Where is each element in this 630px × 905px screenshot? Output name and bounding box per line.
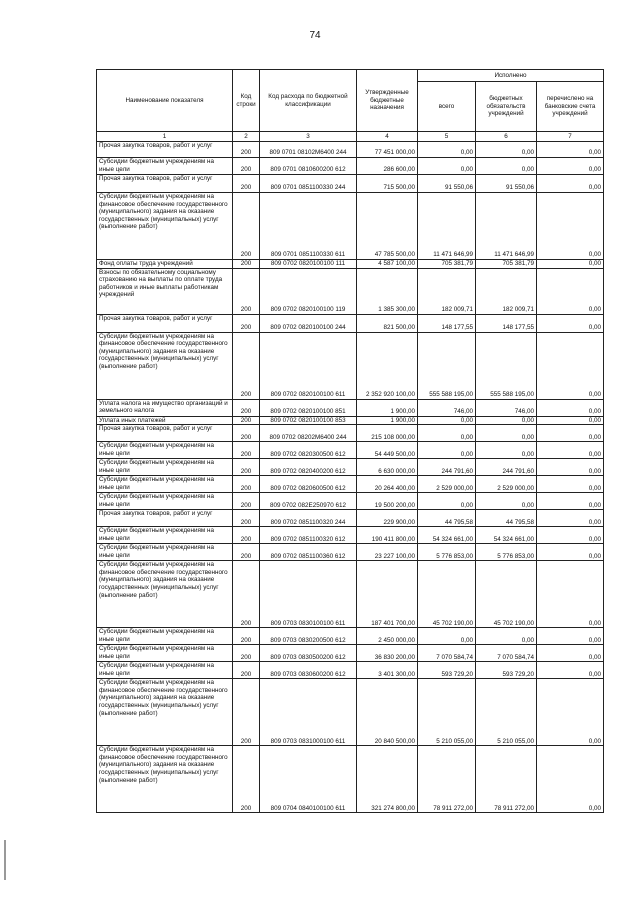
row-budget-code: 809 0702 0820100100 111 xyxy=(260,260,357,269)
table-row xyxy=(97,459,604,476)
row-approved: 286 600,00 xyxy=(357,158,418,175)
row-obligations: 0,00 xyxy=(476,158,537,175)
row-name: Субсидии бюджетным учреждениям на иные цели xyxy=(97,476,233,493)
column-numbers-row xyxy=(97,132,604,142)
row-name: Прочая закупка товаров, работ и услуг xyxy=(97,425,233,442)
row-obligations: 5 210 055,00 xyxy=(476,679,537,746)
header-total: всего xyxy=(418,82,476,132)
row-transferred: 0,00 xyxy=(537,268,604,314)
row-approved: 715 500,00 xyxy=(357,175,418,193)
column-number: 3 xyxy=(260,132,357,142)
row-transferred: 0,00 xyxy=(537,314,604,332)
row-budget-code: 809 0702 0820100100 853 xyxy=(260,416,357,425)
row-budget-code: 809 0702 0820400200 612 xyxy=(260,459,357,476)
table-row xyxy=(97,493,604,510)
row-name: Субсидии бюджетным учреждениям на финансовое обеспечение государственного (муниципального) задания на оказание государственных (муниципальных) услуг (выполнение работ) xyxy=(97,746,233,813)
row-code: 200 xyxy=(233,193,260,260)
row-total: 244 791,60 xyxy=(418,459,476,476)
table-row xyxy=(97,193,604,260)
row-budget-code: 809 0701 08102M6400 244 xyxy=(260,142,357,158)
row-total: 148 177,55 xyxy=(418,314,476,332)
row-name: Прочая закупка товаров, работ и услуг xyxy=(97,314,233,332)
row-name: Взносы по обязательному социальному страхованию на выплаты по оплате труда работников и иные выплаты работникам учреждений xyxy=(97,268,233,314)
row-transferred: 0,00 xyxy=(537,425,604,442)
row-approved: 821 500,00 xyxy=(357,314,418,332)
row-transferred: 0,00 xyxy=(537,746,604,813)
row-budget-code: 809 0703 0830600200 612 xyxy=(260,662,357,679)
table-row xyxy=(97,645,604,662)
table-row xyxy=(97,425,604,442)
row-budget-code: 809 0702 08202M6400 244 xyxy=(260,425,357,442)
row-code: 200 xyxy=(233,399,260,416)
row-transferred: 0,00 xyxy=(537,527,604,544)
row-obligations: 593 729,20 xyxy=(476,662,537,679)
budget-execution-table xyxy=(96,69,604,813)
column-number: 5 xyxy=(418,132,476,142)
row-code: 200 xyxy=(233,645,260,662)
row-transferred: 0,00 xyxy=(537,442,604,459)
row-total: 54 324 661,00 xyxy=(418,527,476,544)
row-approved: 20 264 400,00 xyxy=(357,476,418,493)
row-code: 200 xyxy=(233,746,260,813)
row-transferred: 0,00 xyxy=(537,544,604,561)
row-approved: 1 900,00 xyxy=(357,399,418,416)
row-transferred: 0,00 xyxy=(537,399,604,416)
row-transferred: 0,00 xyxy=(537,142,604,158)
row-code: 200 xyxy=(233,544,260,561)
row-code: 200 xyxy=(233,332,260,399)
table-row xyxy=(97,442,604,459)
table-row xyxy=(97,628,604,645)
row-transferred: 0,00 xyxy=(537,679,604,746)
row-approved: 187 401 700,00 xyxy=(357,561,418,628)
table-row xyxy=(97,142,604,158)
row-approved: 229 900,00 xyxy=(357,510,418,527)
row-name: Субсидии бюджетным учреждениям на иные цели xyxy=(97,442,233,459)
table-row xyxy=(97,527,604,544)
page-number: 74 xyxy=(309,30,321,41)
row-transferred: 0,00 xyxy=(537,662,604,679)
row-obligations: 244 791,60 xyxy=(476,459,537,476)
header-code: Код строки xyxy=(233,70,260,132)
row-total: 705 381,79 xyxy=(418,260,476,269)
row-name: Уплата иных платежей xyxy=(97,416,233,425)
row-approved: 47 785 500,00 xyxy=(357,193,418,260)
row-code: 200 xyxy=(233,142,260,158)
row-transferred: 0,00 xyxy=(537,628,604,645)
row-obligations: 705 381,79 xyxy=(476,260,537,269)
table-row xyxy=(97,679,604,746)
row-code: 200 xyxy=(233,314,260,332)
row-code: 200 xyxy=(233,662,260,679)
row-total: 2 529 000,00 xyxy=(418,476,476,493)
row-approved: 20 840 500,00 xyxy=(357,679,418,746)
row-approved: 19 500 200,00 xyxy=(357,493,418,510)
row-name: Прочая закупка товаров, работ и услуг xyxy=(97,175,233,193)
row-obligations: 0,00 xyxy=(476,425,537,442)
row-obligations: 45 702 190,00 xyxy=(476,561,537,628)
row-transferred: 0,00 xyxy=(537,416,604,425)
table-row xyxy=(97,260,604,269)
row-total: 0,00 xyxy=(418,425,476,442)
row-total: 555 588 195,00 xyxy=(418,332,476,399)
row-obligations: 0,00 xyxy=(476,628,537,645)
row-code: 200 xyxy=(233,158,260,175)
row-name: Фонд оплаты труда учреждений xyxy=(97,260,233,269)
row-name: Субсидии бюджетным учреждениям на иные цели xyxy=(97,628,233,645)
table-row xyxy=(97,332,604,399)
row-name: Субсидии бюджетным учреждениям на иные цели xyxy=(97,493,233,510)
column-number: 6 xyxy=(476,132,537,142)
row-budget-code: 809 0702 0851100360 612 xyxy=(260,544,357,561)
column-number: 4 xyxy=(357,132,418,142)
row-budget-code: 809 0702 0820100100 611 xyxy=(260,332,357,399)
row-code: 200 xyxy=(233,416,260,425)
table-row xyxy=(97,544,604,561)
row-total: 0,00 xyxy=(418,493,476,510)
row-transferred: 0,00 xyxy=(537,645,604,662)
row-approved: 6 630 000,00 xyxy=(357,459,418,476)
header-approved: Утвержденные бюджетные назначения xyxy=(357,70,418,132)
row-approved: 1 385 300,00 xyxy=(357,268,418,314)
header-obligations: бюджетных обязательств учреждений xyxy=(476,82,537,132)
row-total: 44 795,58 xyxy=(418,510,476,527)
row-name: Субсидии бюджетным учреждениям на финансовое обеспечение государственного (муниципального) задания на оказание государственных (муниципальных) услуг (выполнение работ) xyxy=(97,193,233,260)
row-name: Субсидии бюджетным учреждениям на иные цели xyxy=(97,544,233,561)
row-budget-code: 809 0702 0820100100 119 xyxy=(260,268,357,314)
row-name: Прочая закупка товаров, работ и услуг xyxy=(97,510,233,527)
row-name: Субсидии бюджетным учреждениям на иные цели xyxy=(97,645,233,662)
row-code: 200 xyxy=(233,442,260,459)
row-obligations: 0,00 xyxy=(476,142,537,158)
row-obligations: 0,00 xyxy=(476,493,537,510)
row-approved: 2 352 920 100,00 xyxy=(357,332,418,399)
table-row xyxy=(97,314,604,332)
row-total: 0,00 xyxy=(418,442,476,459)
table-row xyxy=(97,175,604,193)
row-approved: 4 587 100,00 xyxy=(357,260,418,269)
row-name: Уплата налога на имущество организаций и земельного налога xyxy=(97,399,233,416)
row-obligations: 11 471 646,99 xyxy=(476,193,537,260)
column-number: 7 xyxy=(537,132,604,142)
row-total: 182 009,71 xyxy=(418,268,476,314)
row-obligations: 555 588 195,00 xyxy=(476,332,537,399)
row-code: 200 xyxy=(233,510,260,527)
row-obligations: 0,00 xyxy=(476,442,537,459)
row-obligations: 0,00 xyxy=(476,416,537,425)
column-number: 2 xyxy=(233,132,260,142)
row-transferred: 0,00 xyxy=(537,561,604,628)
row-total: 91 550,06 xyxy=(418,175,476,193)
row-total: 0,00 xyxy=(418,142,476,158)
table-row xyxy=(97,399,604,416)
table-row xyxy=(97,476,604,493)
row-budget-code: 809 0702 082E250970 612 xyxy=(260,493,357,510)
row-name: Субсидии бюджетным учреждениям на финансовое обеспечение государственного (муниципального) задания на оказание государственных (муниципальных) услуг (выполнение работ) xyxy=(97,332,233,399)
row-obligations: 78 911 272,00 xyxy=(476,746,537,813)
row-code: 200 xyxy=(233,260,260,269)
row-approved: 54 449 500,00 xyxy=(357,442,418,459)
row-code: 200 xyxy=(233,425,260,442)
row-name: Прочая закупка товаров, работ и услуг xyxy=(97,142,233,158)
row-code: 200 xyxy=(233,679,260,746)
row-budget-code: 809 0703 0831000100 611 xyxy=(260,679,357,746)
row-total: 0,00 xyxy=(418,628,476,645)
row-approved: 3 401 300,00 xyxy=(357,662,418,679)
row-budget-code: 809 0701 0851100330 611 xyxy=(260,193,357,260)
row-total: 5 776 853,00 xyxy=(418,544,476,561)
row-code: 200 xyxy=(233,175,260,193)
row-transferred: 0,00 xyxy=(537,158,604,175)
row-budget-code: 809 0703 0830200500 612 xyxy=(260,628,357,645)
table-row xyxy=(97,561,604,628)
row-obligations: 54 324 661,00 xyxy=(476,527,537,544)
row-approved: 36 830 200,00 xyxy=(357,645,418,662)
row-approved: 215 108 000,00 xyxy=(357,425,418,442)
row-total: 593 729,20 xyxy=(418,662,476,679)
row-obligations: 44 795,58 xyxy=(476,510,537,527)
row-name: Субсидии бюджетным учреждениям на иные цели xyxy=(97,459,233,476)
row-budget-code: 809 0704 0840100100 611 xyxy=(260,746,357,813)
row-approved: 2 450 000,00 xyxy=(357,628,418,645)
table-row xyxy=(97,510,604,527)
row-transferred: 0,00 xyxy=(537,193,604,260)
table-row xyxy=(97,662,604,679)
row-transferred: 0,00 xyxy=(537,459,604,476)
table-row xyxy=(97,268,604,314)
row-code: 200 xyxy=(233,561,260,628)
row-total: 0,00 xyxy=(418,416,476,425)
table-row xyxy=(97,416,604,425)
row-budget-code: 809 0701 0810600200 612 xyxy=(260,158,357,175)
row-obligations: 7 070 584,74 xyxy=(476,645,537,662)
header-budget-code: Код расхода по бюджетной классификации xyxy=(260,70,357,132)
row-name: Субсидии бюджетным учреждениям на иные цели xyxy=(97,158,233,175)
row-budget-code: 809 0702 0820600500 612 xyxy=(260,476,357,493)
row-budget-code: 809 0702 0851100320 244 xyxy=(260,510,357,527)
row-code: 200 xyxy=(233,476,260,493)
row-total: 5 210 055,00 xyxy=(418,679,476,746)
row-total: 7 070 584,74 xyxy=(418,645,476,662)
header-transferred: перечислено на банковские счета учреждений xyxy=(537,82,604,132)
row-code: 200 xyxy=(233,628,260,645)
row-approved: 321 274 800,00 xyxy=(357,746,418,813)
row-name: Субсидии бюджетным учреждениям на финансовое обеспечение государственного (муниципального) задания на оказание государственных (муниципальных) услуг (выполнение работ) xyxy=(97,679,233,746)
row-obligations: 91 550,06 xyxy=(476,175,537,193)
row-budget-code: 809 0702 0820300500 612 xyxy=(260,442,357,459)
row-code: 200 xyxy=(233,527,260,544)
column-number: 1 xyxy=(97,132,233,142)
header-executed: Исполнено xyxy=(418,70,604,82)
row-name: Субсидии бюджетным учреждениям на финансовое обеспечение государственного (муниципального) задания на оказание государственных (муниципальных) услуг (выполнение работ) xyxy=(97,561,233,628)
row-obligations: 2 529 000,00 xyxy=(476,476,537,493)
row-obligations: 182 009,71 xyxy=(476,268,537,314)
row-total: 0,00 xyxy=(418,158,476,175)
header-name: Наименование показателя xyxy=(97,70,233,132)
row-approved: 77 451 000,00 xyxy=(357,142,418,158)
row-approved: 23 227 100,00 xyxy=(357,544,418,561)
row-budget-code: 809 0702 0851100320 612 xyxy=(260,527,357,544)
table-row xyxy=(97,746,604,813)
row-budget-code: 809 0703 0830100100 611 xyxy=(260,561,357,628)
row-total: 78 911 272,00 xyxy=(418,746,476,813)
row-transferred: 0,00 xyxy=(537,332,604,399)
row-budget-code: 809 0703 0830500200 612 xyxy=(260,645,357,662)
row-obligations: 5 776 853,00 xyxy=(476,544,537,561)
row-transferred: 0,00 xyxy=(537,476,604,493)
row-name: Субсидии бюджетным учреждениям на иные цели xyxy=(97,527,233,544)
row-name: Субсидии бюджетным учреждениям на иные цели xyxy=(97,662,233,679)
row-approved: 190 411 800,00 xyxy=(357,527,418,544)
row-transferred: 0,00 xyxy=(537,175,604,193)
row-obligations: 148 177,55 xyxy=(476,314,537,332)
row-transferred: 0,00 xyxy=(537,260,604,269)
row-budget-code: 809 0702 0820100100 244 xyxy=(260,314,357,332)
row-transferred: 0,00 xyxy=(537,493,604,510)
row-approved: 1 900,00 xyxy=(357,416,418,425)
row-total: 11 471 646,99 xyxy=(418,193,476,260)
row-total: 45 702 190,00 xyxy=(418,561,476,628)
row-total: 746,00 xyxy=(418,399,476,416)
table-row xyxy=(97,158,604,175)
row-code: 200 xyxy=(233,493,260,510)
row-code: 200 xyxy=(233,459,260,476)
row-obligations: 746,00 xyxy=(476,399,537,416)
row-budget-code: 809 0702 0820100100 851 xyxy=(260,399,357,416)
row-transferred: 0,00 xyxy=(537,510,604,527)
row-budget-code: 809 0701 0851100330 244 xyxy=(260,175,357,193)
row-code: 200 xyxy=(233,268,260,314)
scan-edge-mark xyxy=(4,840,6,880)
